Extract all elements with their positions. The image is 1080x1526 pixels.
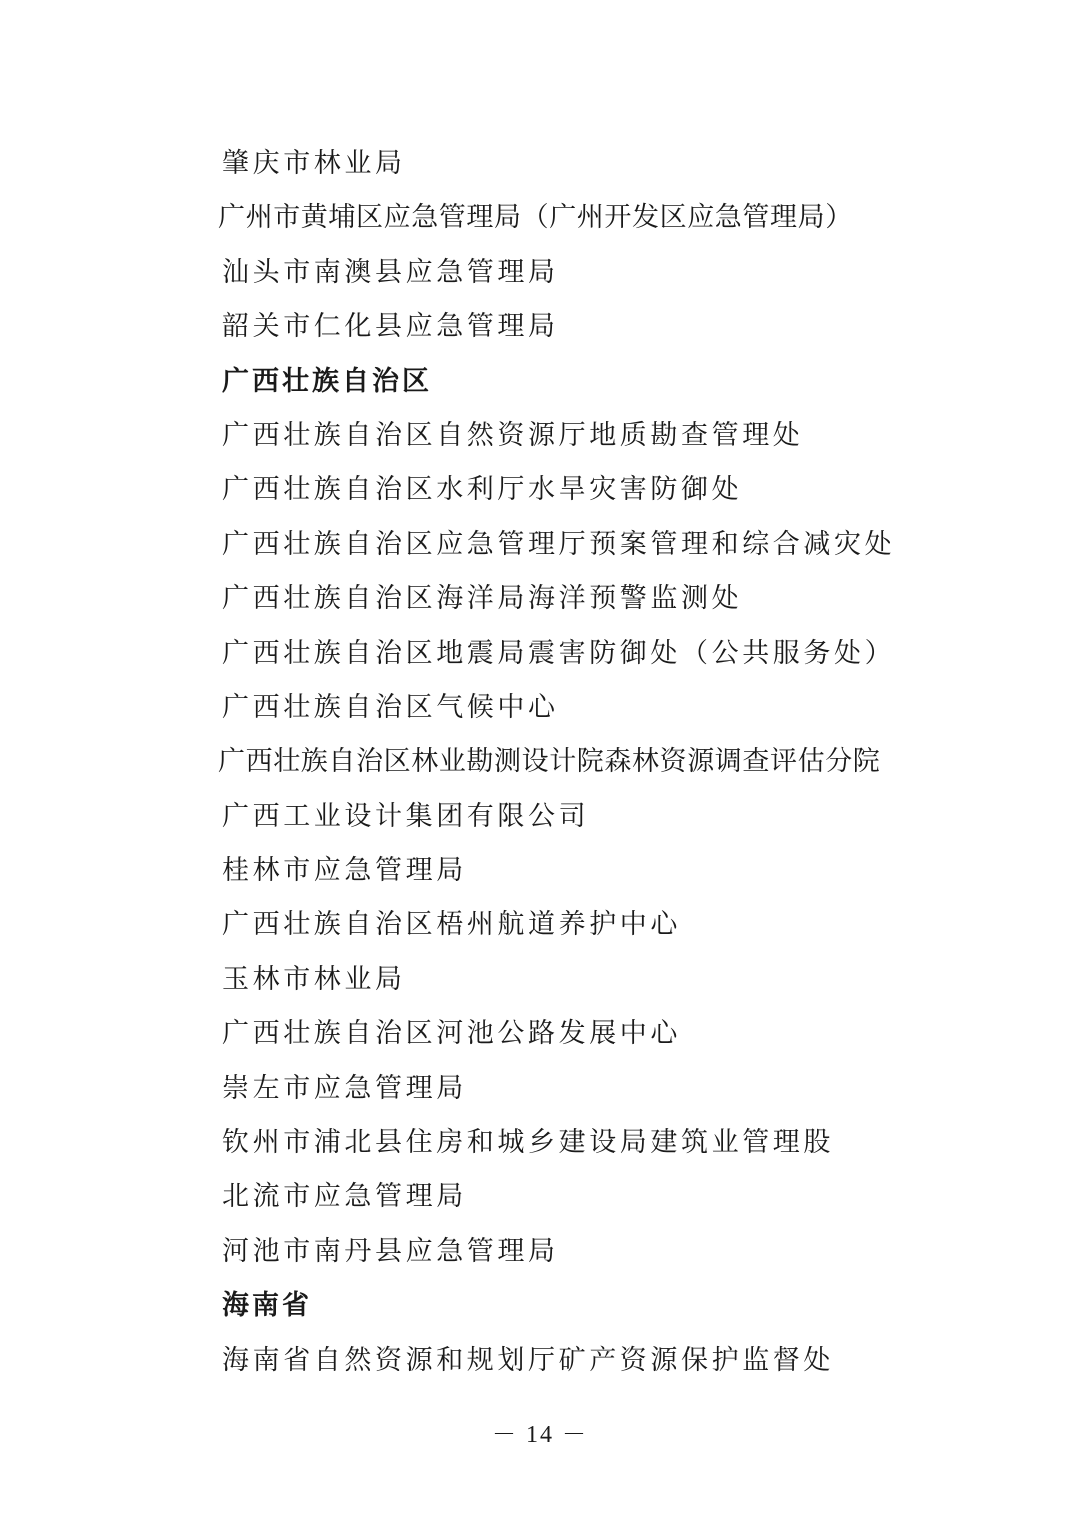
list-item: 崇左市应急管理局 (222, 1072, 467, 1104)
list-item: 广西壮族自治区河池公路发展中心 (222, 1018, 681, 1050)
page-number: － 14 － (492, 1422, 588, 1448)
list-item: 河池市南丹县应急管理局 (222, 1235, 559, 1267)
list-item: 肇庆市林业局 (222, 148, 406, 179)
list-item: 桂林市应急管理局 (222, 855, 467, 887)
list-item: 广西壮族自治区水利厅水旱灾害防御处 (222, 474, 743, 506)
list-item: 韶关市仁化县应急管理局 (222, 311, 559, 343)
list-item: 钦州市浦北县住房和城乡建设局建筑业管理股 (222, 1127, 834, 1159)
list-item: 广州市黄埔区应急管理局（广州开发区应急管理局） (218, 202, 853, 234)
section-heading-hainan: 海南省 (222, 1290, 312, 1322)
list-item: 广西壮族自治区应急管理厅预案管理和综合减灾处 (222, 528, 896, 560)
list-item: 广西壮族自治区气候中心 (222, 691, 559, 723)
list-item: 广西壮族自治区林业勘测设计院森林资源调查评估分院 (218, 746, 881, 778)
list-item: 广西壮族自治区自然资源厅地质勘查管理处 (222, 419, 804, 451)
list-item: 北流市应急管理局 (222, 1181, 467, 1213)
organization-list (218, 137, 922, 1388)
list-item: 广西壮族自治区海洋局海洋预警监测处 (222, 583, 743, 615)
section-heading-guangxi: 广西壮族自治区 (222, 365, 432, 397)
list-item: 汕头市南澳县应急管理局 (222, 256, 559, 288)
list-item: 海南省自然资源和规划厅矿产资源保护监督处 (222, 1344, 834, 1376)
list-item: 广西壮族自治区地震局震害防御处（公共服务处） (222, 637, 896, 669)
list-item: 广西工业设计集团有限公司 (222, 800, 590, 832)
list-item: 玉林市林业局 (222, 963, 406, 995)
list-item: 广西壮族自治区梧州航道养护中心 (222, 909, 681, 941)
